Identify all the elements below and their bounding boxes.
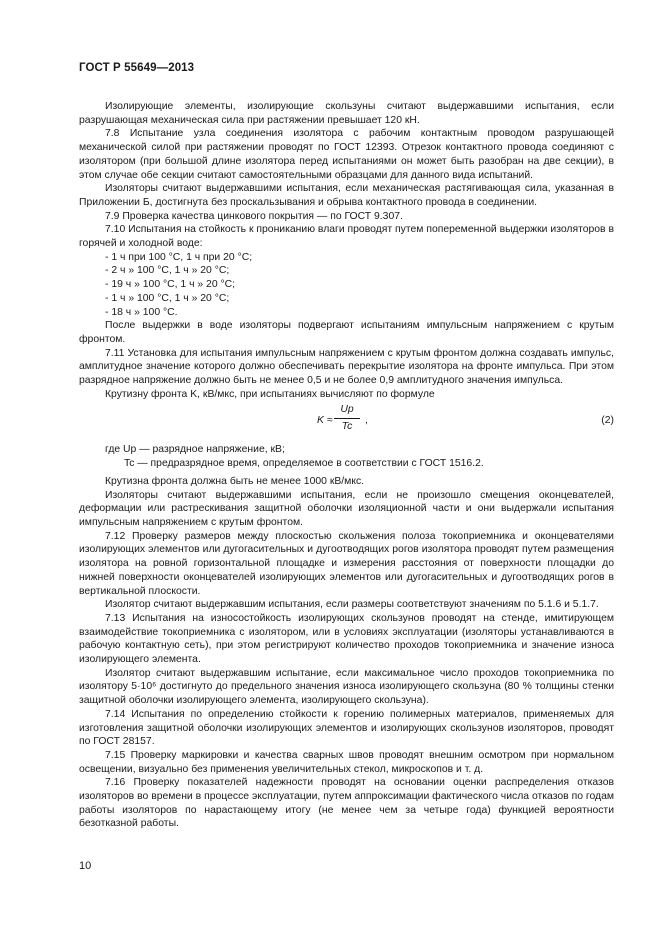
- formula-number: (2): [601, 415, 614, 427]
- paragraph: 7.12 Проверку размеров между плоскостью скольжения полоза токоприемника и оконцевателями изолирующих элементов или дугогасительных и дугоотводящих рогов изолятора проводят путем размещения изолятора на ровной горизонтальной площадке и измерения расстояния от поверхности площадки до нижней поверхности оконцевателей изолирующих элементов или дугогасительных и дугоотводящих рогов в вертикальной плоскости.: [79, 530, 614, 597]
- cycle-item: - 2 ч » 100 °С, 1 ч » 20 °С;: [105, 265, 230, 277]
- paragraph: 7.16 Проверку показателей надежности проводят на основании оценки распределения отказов изоляторов во времени в процессе эксплуатации, путем аппроксимации фактического числа отказов по годам работы изоляторов по нарастающему итогу (не менее чем за четыре года) функцией вероятности безотказной работы.: [79, 777, 614, 830]
- paragraph: Изолятор считают выдержавшим испытания, если размеры соответствуют значениям по 5.1.6 и 5.1.7.: [105, 599, 599, 611]
- paragraph: 7.10 Испытания на стойкость к прониканию влаги проводят путем попеременной выдержки изоляторов в горячей и холодной воде:: [79, 224, 614, 250]
- cycle-item: - 1 ч при 100 °С, 1 ч при 20 °С;: [105, 251, 253, 263]
- where-line-2: Tc — предразрядное время, определяемое в соответствии с ГОСТ 1516.2.: [124, 458, 484, 470]
- cycle-item: - 1 ч » 100 °С, 1 ч » 20 °С;: [105, 292, 230, 304]
- paragraph: 7.9 Проверка качества цинкового покрытия — по ГОСТ 9.307.: [105, 210, 403, 222]
- paragraph: 7.13 Испытания на износостойкость изолирующих скользунов проводят на стенде, имитирующем взаимодействие токоприемника с изолятором, или в условиях эксплуатации (изоляторы устанавливаются в рабочую контактную сеть), при этом регистрируют количество проходов токоприемника и значение износа изолирующего элемента.: [79, 612, 614, 666]
- standard-header: ГОСТ Р 55649—2013: [79, 62, 195, 74]
- where-line-1: где Up — разрядное напряжение, кВ;: [105, 444, 285, 456]
- paragraph: Изоляторы считают выдержавшими испытания, если механическая растягивающая сила, указанная в Приложении Б, достигнута без проскальзывания и обрыва контактного провода в соединении.: [79, 183, 614, 208]
- paragraph: 7.15 Проверку маркировки и качества сварных швов проводят внешним осмотром при нормальном освещении, визуально без применения увеличительных стекол, микроскопов и т. д.: [79, 749, 614, 775]
- paragraph: 7.11 Установка для испытания импульсным напряжением с крутым фронтом должна создавать импульс, амплитудное значение которого должно обеспечивать перекрытие изолятора на фронте импульса. При этом разрядное напряжение должно быть не менее 0,5 и не более 0,9 амплитудного значения импульса.: [79, 347, 614, 387]
- paragraph: Изоляторы считают выдержавшими испытания, если не произошло смещения оконцевателей, деформации или растрескивания защитной оболочки изоляционной части и они выдержали испытания импульсным напряжением с крутым фронтом.: [79, 489, 614, 528]
- formula-fraction: [334, 403, 360, 433]
- formula-comma: ,: [365, 415, 368, 427]
- paragraph: Крутизну фронта K, кВ/мкс, при испытаниях вычисляют по формуле: [105, 388, 435, 400]
- paragraph: Изолирующие элементы, изолирующие скользуны считают выдержавшими испытания, если разрушающая механическая сила при растяжении превышает 120 кН.: [79, 101, 614, 126]
- page-number: 10: [79, 860, 92, 872]
- formula-numerator: Up: [334, 403, 360, 419]
- cycle-item: - 18 ч » 100 °С.: [105, 306, 178, 318]
- paragraph: После выдержки в воде изоляторы подвергают испытаниям импульсным напряжением с крутым фронтом.: [79, 320, 614, 345]
- document-body: [79, 100, 614, 831]
- formula-denominator: Tc: [341, 421, 353, 433]
- paragraph: Изолятор считают выдержавшим испытание, если максимальное число проходов токоприемника по изолятору 5·10⁶ достигнуто до предельного значения износа изолирующего скользуна (80 % толщины стенки защитной оболочки изолирующего элемента, изолирующего скользуна).: [79, 667, 614, 707]
- paragraph: Крутизна фронта должна быть не менее 1000 кВ/мкс.: [105, 475, 365, 487]
- paragraph: 7.14 Испытания по определению стойкости к горению полимерных материалов, применяемых для изготовления защитной оболочки изолирующих элементов и изолирующих скользунов изоляторов, проводят по ГОСТ 28157.: [79, 708, 614, 748]
- paragraph: 7.8 Испытание узла соединения изолятора с рабочим контактным проводом разрушающей механической силой при растяжении проводят по ГОСТ 12393. Отрезок контактного провода соединяют с изолятором (при большой длине изолятора перед испытаниями он может быть разобран на две секции), в этом случае обе секции считают самостоятельными образцами для данного вида испытаний.: [79, 128, 614, 181]
- cycle-item: - 19 ч » 100 °С, 1 ч » 20 °С;: [105, 279, 236, 291]
- formula-lhs: K ≈: [317, 415, 333, 427]
- formula-2: [79, 403, 614, 443]
